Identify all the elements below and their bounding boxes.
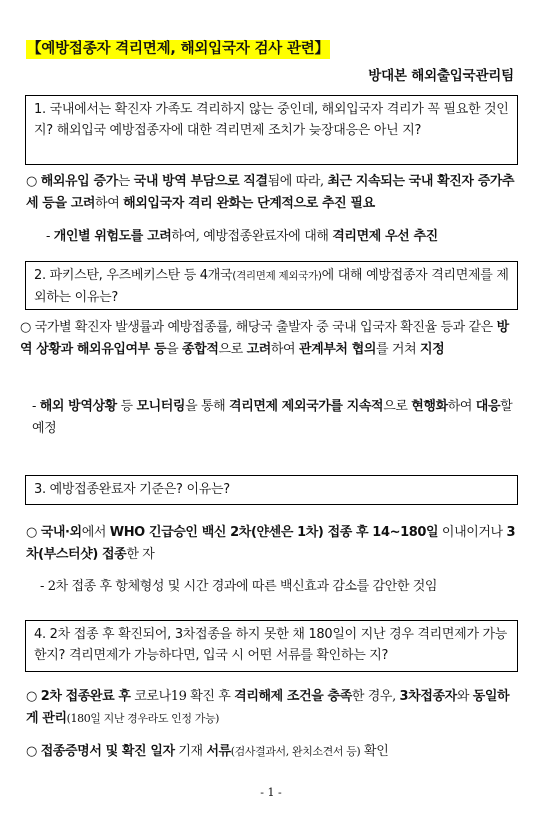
emphasis-text: 동일하게 관리 — [26, 689, 510, 726]
text-run: 코로나19 확진 후 — [130, 689, 235, 704]
emphasis-text: WHO 긴급승인 백신 2차(얀센은 1차) 접종 후 14~180일 — [109, 525, 439, 540]
answer-sub — [40, 576, 520, 598]
emphasis-text: 방역 상황과 해외유입여부 등 — [20, 320, 509, 357]
text-run: 으로 — [383, 399, 412, 414]
emphasis-text: 2차 접종완료 후 — [40, 689, 131, 704]
bullet-mark: ○ — [26, 689, 41, 704]
text-run: 이내이거나 — [438, 525, 507, 540]
note-text: (검사결과서, 완치소견서 등) — [230, 745, 361, 758]
answer-bullet — [26, 741, 520, 763]
text-run: 하여 — [447, 399, 476, 414]
emphasis-text: 해외입국자 격리 완화는 단계적으로 추진 필요 — [123, 196, 375, 211]
answer-sub — [32, 396, 520, 440]
dash-mark: - — [46, 229, 54, 244]
question-text: 4. 2차 접종 후 확진되어, 3차접종을 하지 못한 채 180일이 지난 경우 격리면제가 가능한지? 격리면제가 가능하다면, 입국 시 어떤 서류를 확인하는 지? — [34, 627, 508, 663]
page-number: - 1 - — [260, 786, 282, 799]
text-run: 하여 — [270, 342, 299, 357]
text-run: 한 자 — [126, 547, 155, 562]
text-run: 확인 — [360, 744, 389, 759]
question-text: 3. 예방접종완료자 기준은? 이유는? — [34, 482, 230, 497]
title-wrap — [26, 38, 330, 59]
answer-bullet — [20, 317, 514, 361]
emphasis-text: 3차접종자 — [399, 689, 457, 704]
question-text: 1. 국내에서는 확진자 가족도 격리하지 않는 중인데, 해외입국자 격리가 꼭 필요한 것인 지? 해외입국 예방접종자에 대한 격리면제 조치가 늦장대응은 아닌 지? — [34, 102, 509, 138]
dash-mark: - — [32, 399, 40, 414]
department-name: 방대본 해외출입국관리팀 — [368, 68, 514, 84]
bullet-mark: ○ — [26, 744, 41, 759]
emphasis-text: 서류 — [206, 744, 231, 759]
bullet-mark: ○ — [26, 525, 41, 540]
emphasis-text: 국내 방역 부담으로 직결 — [133, 174, 268, 189]
emphasis-text: 대응 — [475, 399, 501, 414]
text-run: 됨에 따라, — [267, 174, 328, 189]
bullet-mark: ○ — [26, 174, 41, 189]
emphasis-text: 지정 — [419, 342, 445, 357]
text-run: 는 — [117, 174, 134, 189]
emphasis-text: 해외 방역상황 — [39, 399, 117, 414]
answer-sub — [46, 226, 520, 248]
emphasis-text: 모니터링 — [136, 399, 186, 414]
text-run: 기재 — [174, 744, 207, 759]
text-run: 한 경우, — [351, 689, 400, 704]
answer-bullet — [26, 686, 520, 730]
emphasis-text: 해외유입 증가 — [40, 174, 118, 189]
emphasis-text: 현행화 — [411, 399, 448, 414]
text-run: 하여, 예방접종완료자에 대해 — [171, 229, 333, 244]
emphasis-text: 종합적 — [182, 342, 219, 357]
emphasis-text: 접종증명서 및 확진 일자 — [40, 744, 175, 759]
question-note: (격리면제 제외국가) — [232, 270, 322, 282]
text-run: - 2차 접종 후 항체형성 및 시간 경과에 따른 백신효과 감소를 감안한 것임 — [40, 579, 438, 594]
question-box-4 — [25, 620, 518, 672]
text-run: 등 — [116, 399, 137, 414]
text-run: 을 — [166, 342, 183, 357]
emphasis-text: 격리해제 조건을 충족 — [234, 689, 352, 704]
question-box-2 — [25, 261, 518, 310]
text-run: ○ 국가별 확진자 발생률과 예방접종률, 해당국 출발자 중 국내 입국자 확진율 등과 같은 — [20, 320, 497, 335]
text-run: 으로 — [218, 342, 247, 357]
note-text: (180일 지난 경우라도 인정 가능) — [66, 712, 220, 725]
emphasis-text: 관계부처 협의 — [298, 342, 377, 357]
question-box-3 — [25, 475, 518, 505]
answer-bullet — [26, 171, 520, 215]
text-run: 를 거쳐 — [376, 342, 420, 357]
document-title: 【예방접종자 격리면제, 해외입국자 검사 관련】 — [27, 41, 329, 57]
emphasis-text: 격리면제 우선 추진 — [332, 229, 438, 244]
text-run: 에서 — [81, 525, 110, 540]
text-run: 하여 — [95, 196, 124, 211]
question-text: 에 대해 예방접종자 격리면제를 제외하는 이유는? — [34, 268, 509, 305]
emphasis-text: 최근 지속되는 국내 확진자 증가추세 등을 고려 — [26, 174, 515, 211]
text-run: 을 통해 — [185, 399, 230, 414]
emphasis-text: 3차(부스터샷) 접종 — [26, 525, 516, 562]
emphasis-text: 국내·외 — [40, 525, 82, 540]
emphasis-text: 개인별 위험도를 고려 — [53, 229, 172, 244]
text-run: 와 — [456, 689, 473, 704]
question-text: 2. 파키스탄, 우즈베키스탄 등 4개국 — [34, 268, 233, 283]
answer-bullet — [26, 522, 520, 566]
emphasis-text: 고려 — [246, 342, 271, 357]
emphasis-text: 격리면제 제외국가를 지속적 — [229, 399, 384, 414]
question-box-1 — [25, 95, 518, 165]
text-run: 할 예정 — [32, 399, 513, 436]
